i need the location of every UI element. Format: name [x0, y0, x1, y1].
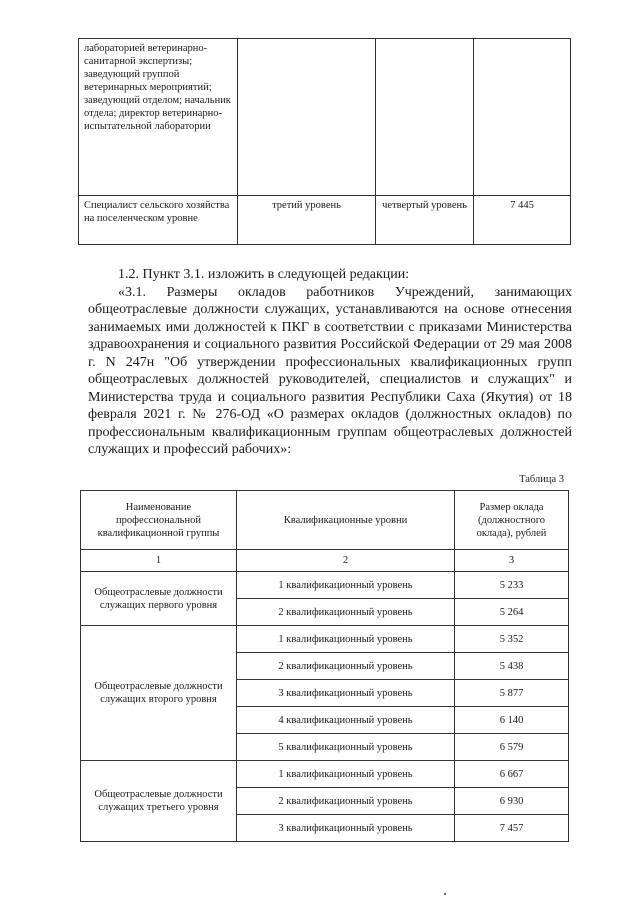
salary-cell: 5 438: [455, 653, 569, 680]
salary-cell: 5 233: [455, 572, 569, 599]
position-cell: лабораторией ветеринарно-санитарной экспертизы; заведующий группой ветеринарных мероприятий; заведующий отделом; начальник отдела; директор ветеринарно-испытательной лаборатории: [79, 39, 238, 196]
paragraph-salary-rules: «3.1. Размеры окладов работников Учреждений, занимающих общеотраслевые должности служащих, устанавливаются на основе отнесения занимаемых ими должностей к ПКГ в соответствии с приказами Министерства здравоохранения и социального развития Российской Федерации от 29 мая 2008 г. N 247н "Об утверждении профессиональных квалификационных групп общеотраслевых должностей руководителей, специалистов и служащих" и Министерства труда и социального развития Республики Саха (Якутия) от 18 февраля 2021 г. № 276-ОД «О размерах окладов (должностных окладов) по профессиональным квалификационным группам общеотраслевых должностей служащих и профессий рабочих»:: [88, 284, 572, 457]
table-header-row: [81, 491, 569, 550]
salary-cell: 5 877: [455, 680, 569, 707]
salary-cell: [474, 39, 571, 196]
level-cell: 2 квалификационный уровень: [237, 653, 455, 680]
scan-speck: [444, 893, 446, 895]
table-row: [79, 39, 571, 196]
level-cell: [238, 39, 376, 196]
level-cell: 1 квалификационный уровень: [237, 572, 455, 599]
level-cell: третий уровень: [238, 196, 376, 245]
salary-cell: 5 352: [455, 626, 569, 653]
column-number: 1: [81, 550, 237, 572]
salary-cell: 7 445: [474, 196, 571, 245]
level-cell: 3 квалификационный уровень: [237, 815, 455, 842]
level-cell: [376, 39, 474, 196]
table-row: [79, 196, 571, 245]
position-cell: Специалист сельского хозяйства на поселенческом уровне: [79, 196, 238, 245]
level-cell: 2 квалификационный уровень: [237, 599, 455, 626]
header-salary: Размер оклада (должностного оклада), рублей: [455, 491, 569, 550]
level-cell: 1 квалификационный уровень: [237, 761, 455, 788]
salary-cell: 6 140: [455, 707, 569, 734]
table-row: [81, 626, 569, 653]
level-cell: 5 квалификационный уровень: [237, 734, 455, 761]
table-row: [81, 761, 569, 788]
table-row: [81, 572, 569, 599]
paragraph-amendment: 1.2. Пункт 3.1. изложить в следующей редакции:: [118, 267, 410, 282]
column-numbers-row: [81, 550, 569, 572]
salary-cell: 6 667: [455, 761, 569, 788]
column-number: 3: [455, 550, 569, 572]
salary-cell: 6 930: [455, 788, 569, 815]
salary-table: [80, 490, 569, 842]
positions-table-continuation: [78, 38, 571, 245]
group-name-cell: Общеотраслевые должности служащих первого уровня: [81, 572, 237, 626]
level-cell: 1 квалификационный уровень: [237, 626, 455, 653]
header-group-name: Наименование профессиональной квалификационной группы: [81, 491, 237, 550]
level-cell: 4 квалификационный уровень: [237, 707, 455, 734]
level-cell: 2 квалификационный уровень: [237, 788, 455, 815]
column-number: 2: [237, 550, 455, 572]
salary-cell: 6 579: [455, 734, 569, 761]
body-text: [88, 266, 572, 459]
group-name-cell: Общеотраслевые должности служащих третьего уровня: [81, 761, 237, 842]
table-caption: Таблица 3: [519, 474, 564, 485]
salary-cell: 5 264: [455, 599, 569, 626]
header-levels: Квалификационные уровни: [237, 491, 455, 550]
group-name-cell: Общеотраслевые должности служащих второго уровня: [81, 626, 237, 761]
salary-cell: 7 457: [455, 815, 569, 842]
level-cell: четвертый уровень: [376, 196, 474, 245]
level-cell: 3 квалификационный уровень: [237, 680, 455, 707]
